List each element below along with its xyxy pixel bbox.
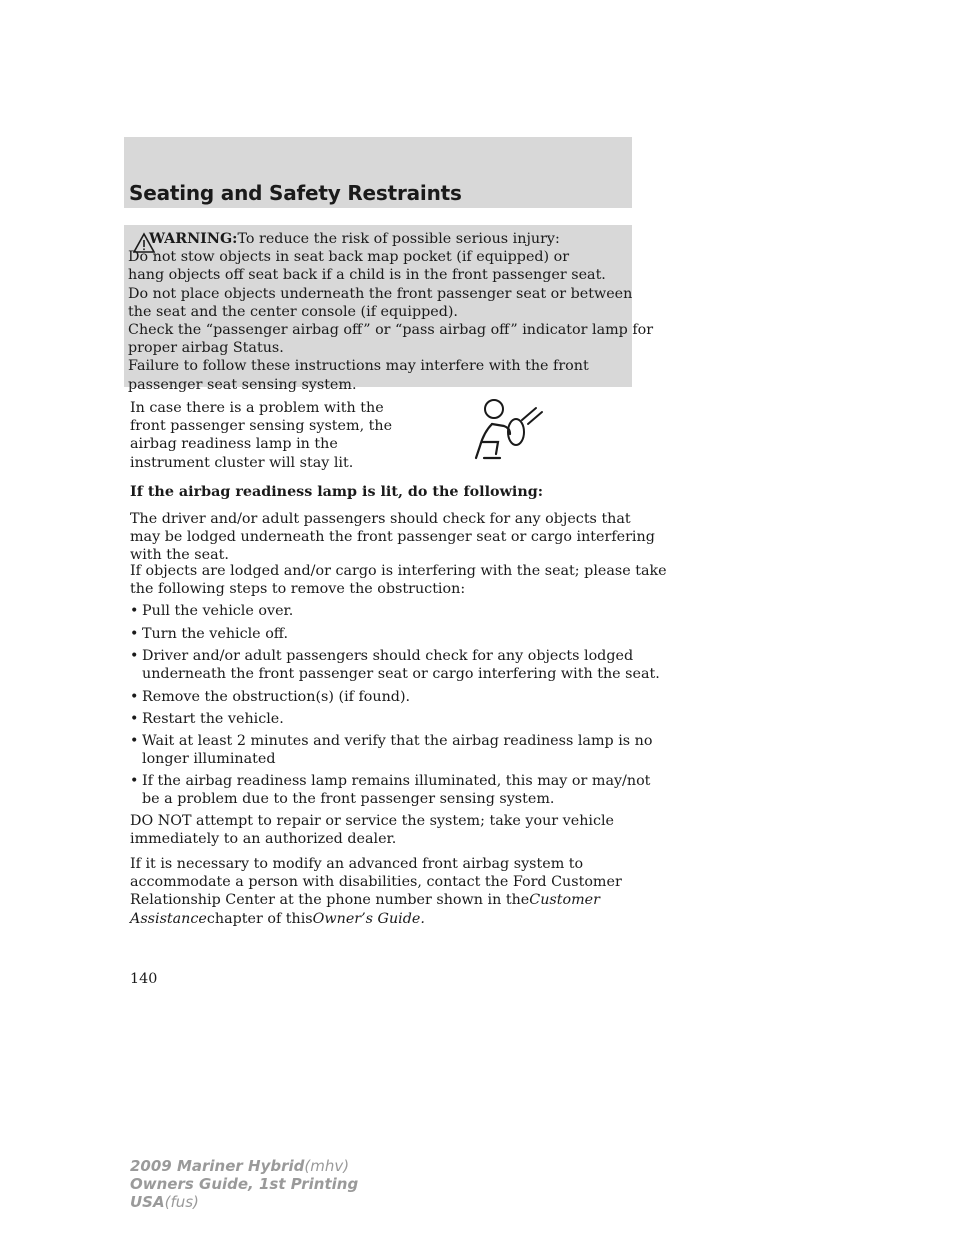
warning-line: Do not place objects underneath the front passenger seat or between	[128, 285, 633, 302]
warning-label: WARNING:	[149, 231, 238, 247]
warning-line: the seat and the center console (if equipped).	[128, 303, 458, 320]
subheading: If the airbag readiness lamp is lit, do the following:	[130, 484, 543, 500]
warning-line: Do not stow objects in seat back map pocket (if equipped) or	[128, 249, 570, 266]
warning-line: passenger seat sensing system.	[128, 376, 357, 393]
paragraph: DO NOT attempt to repair or service the system; take your vehicle immediately to an authorized dealer.	[130, 813, 615, 848]
footer-watermark: 2009 Mariner Hybrid(mhv) Owners Guide, 1st Printing USA(fus)	[130, 1157, 359, 1211]
airbag-readiness-icon	[470, 398, 548, 466]
bullet-dot: •	[130, 648, 139, 664]
bullet-dot: •	[130, 773, 139, 789]
warning-line: proper airbag Status.	[128, 340, 284, 357]
section-title: Seating and Safety Restraints	[129, 181, 462, 205]
bullet-dot: •	[130, 626, 139, 642]
warning-box	[124, 225, 654, 393]
page-number: 140	[130, 971, 158, 987]
intro-paragraph: In case there is a problem with the front passenger sensing system, the airbag readiness lamp in the instrument cluster will stay lit.	[130, 400, 393, 471]
section-header	[124, 137, 632, 208]
bullet-dot: •	[130, 603, 139, 619]
warning-line: WARNING:To reduce the risk of possible serious injury:	[149, 231, 560, 247]
paragraph: The driver and/or adult passengers should check for any objects that may be lodged underneath the front passenger seat or cargo interfering with the seat.	[130, 511, 655, 564]
warning-line: Failure to follow these instructions may interfere with the front	[128, 358, 589, 375]
bullet-dot: •	[130, 733, 139, 749]
warning-line: hang objects off seat back if a child is in the front passenger seat.	[128, 267, 606, 284]
paragraph: If it is necessary to modify an advanced front airbag system to accommodate a person with disabilities, contact the Ford Customer Relationship Center at the phone number shown in theCustomer Assistancechapter of thisOwner’s Guide.	[130, 856, 622, 927]
warning-text	[128, 230, 654, 394]
bullet-dot: •	[130, 689, 139, 705]
warning-line: Check the “passenger airbag off” or “pass airbag off” indicator lamp for	[128, 322, 654, 339]
paragraph: If objects are lodged and/or cargo is interfering with the seat; please take the following steps to remove the obstruction:	[130, 563, 667, 598]
bullet-dot: •	[130, 711, 139, 727]
